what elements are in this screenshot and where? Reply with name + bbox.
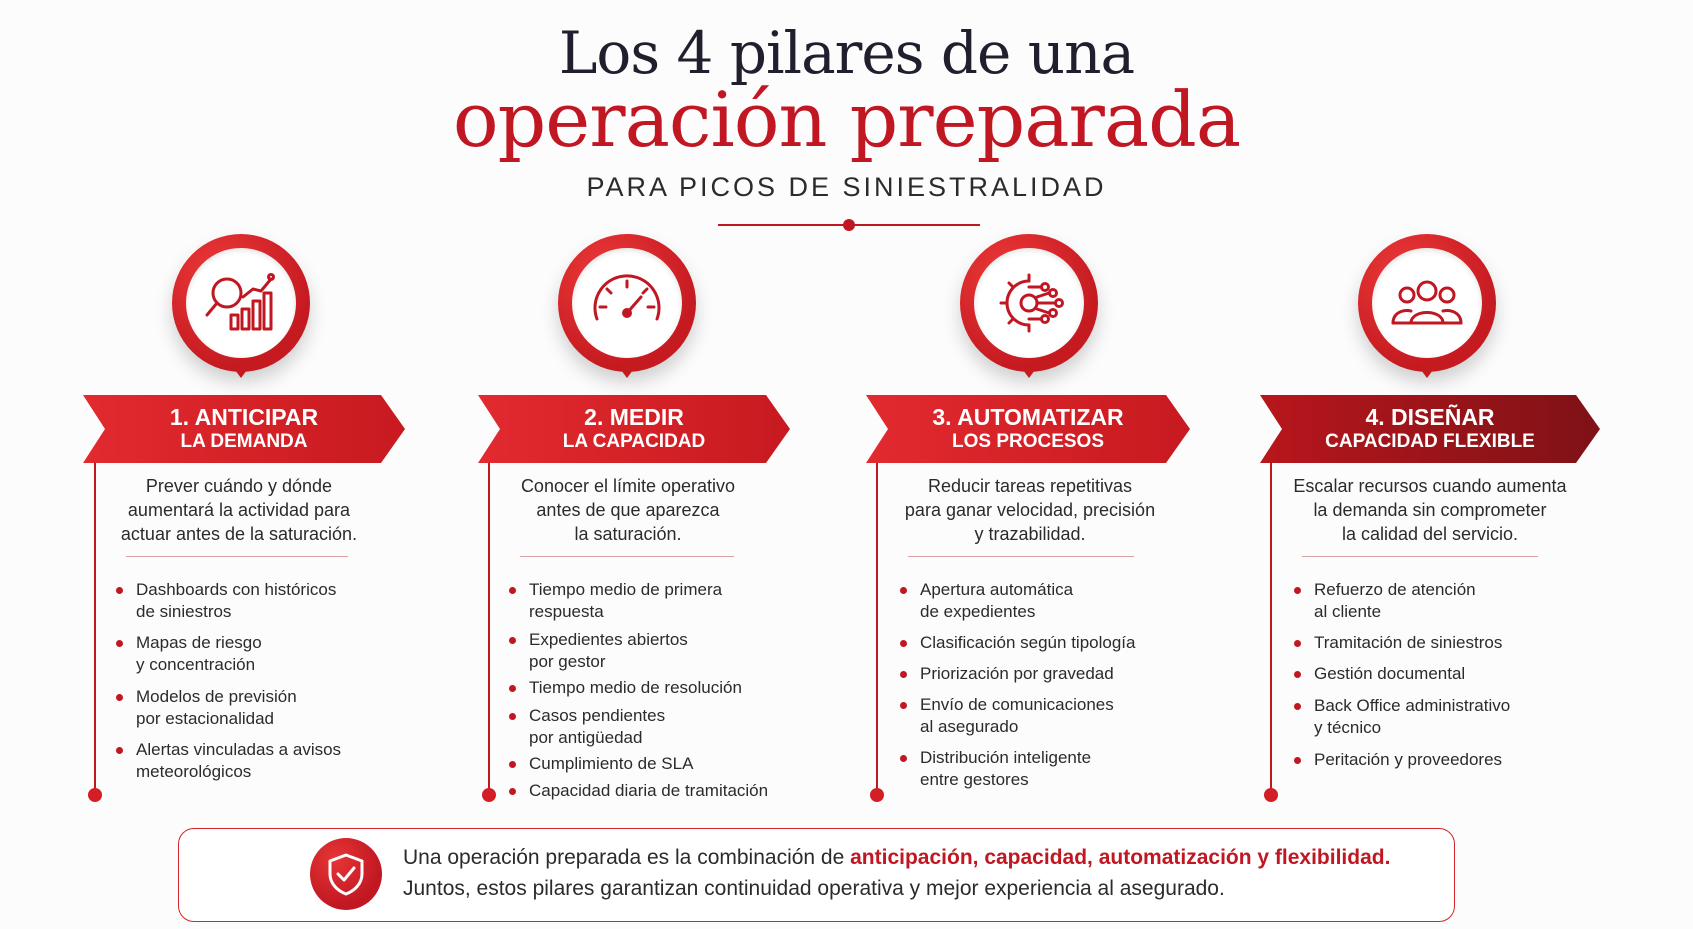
- pillar-4-title: 4. DISEÑAR: [1365, 404, 1495, 430]
- team-people-group-icon: [1387, 263, 1467, 343]
- list-item: Envío de comunicaciones al asegurado: [920, 694, 1114, 738]
- list-item: Expedientes abiertos por gestor: [529, 629, 688, 673]
- list-item: Priorización por gravedad: [920, 663, 1114, 685]
- pillar-2-subtitle: LA CAPACIDAD: [562, 431, 706, 452]
- pillar-3-pin: [960, 234, 1098, 384]
- summary-badge: [310, 838, 382, 910]
- pillar-3-banner: [866, 395, 1190, 463]
- pillar-4-description: Escalar recursos cuando aumenta la demanda sin comprometer la calidad del servicio.: [1293, 476, 1567, 544]
- list-item: Distribución inteligente entre gestores: [920, 747, 1091, 791]
- summary-text-highlight: anticipación, capacidad, automatización y flexibilidad.: [850, 846, 1391, 869]
- list-item: Casos pendientes por antigüedad: [529, 705, 665, 749]
- list-item: Apertura automática de expedientes: [920, 579, 1073, 623]
- pillar-4-banner: [1260, 395, 1600, 463]
- list-item: Tiempo medio de primera respuesta: [529, 579, 722, 623]
- list-item: Mapas de riesgo y concentración: [136, 632, 262, 676]
- list-item: Alertas vinculadas a avisos meteorológicos: [136, 739, 341, 783]
- pillar-1-timeline-dot: [88, 788, 102, 802]
- page-subtitle: PARA PICOS DE SINIESTRALIDAD: [586, 172, 1107, 202]
- pillar-2-separator: [520, 556, 734, 557]
- pillar-3-timeline-line: [876, 463, 878, 793]
- list-item: Peritación y proveedores: [1314, 749, 1502, 771]
- shield-check-icon: [326, 852, 366, 896]
- pillar-2-description: Conocer el límite operativo antes de que aparezca la saturación.: [520, 476, 736, 544]
- pillar-1-description: Prever cuándo y dónde aumentará la actividad para actuar antes de la saturación.: [120, 476, 358, 544]
- list-item: Refuerzo de atención al cliente: [1314, 579, 1476, 623]
- speedometer-gauge-icon: [587, 263, 667, 343]
- list-item: Clasificación según tipología: [920, 632, 1135, 654]
- pillar-1-separator: [126, 556, 348, 557]
- list-item: Dashboards con históricos de siniestros: [136, 579, 336, 623]
- pillar-4-separator: [1302, 556, 1538, 557]
- list-item: Back Office administrativo y técnico: [1314, 695, 1510, 739]
- pillar-2-banner: [478, 395, 790, 463]
- page-title-line1: Los 4 pilares de una: [558, 19, 1135, 87]
- pillar-4-subtitle: CAPACIDAD FLEXIBLE: [1325, 431, 1535, 452]
- pillar-1-pin: [172, 234, 310, 384]
- summary-text-intro: Una operación preparada es la combinación de: [403, 846, 851, 869]
- pillar-3-timeline-dot: [870, 788, 884, 802]
- pillar-3-subtitle: LOS PROCESOS: [951, 431, 1105, 452]
- pillar-1-banner: [83, 395, 405, 463]
- pillar-2-timeline-dot: [482, 788, 496, 802]
- list-item: Tiempo medio de resolución: [529, 677, 742, 699]
- pillar-2-pin: [558, 234, 696, 384]
- pillar-3-title: 3. AUTOMATIZAR: [932, 404, 1124, 430]
- pillar-3-separator: [908, 556, 1134, 557]
- pillar-4-timeline-line: [1270, 463, 1272, 793]
- list-item: Capacidad diaria de tramitación: [529, 780, 768, 802]
- pillar-4-pin: [1358, 234, 1496, 384]
- summary-text-outro: Juntos, estos pilares garantizan continuidad operativa y mejor experiencia al asegurado.: [403, 877, 1225, 900]
- list-item: Cumplimiento de SLA: [529, 753, 693, 775]
- list-item: Gestión documental: [1314, 663, 1465, 685]
- pillar-1-timeline-line: [94, 463, 96, 793]
- title-divider: [718, 221, 980, 229]
- pillar-4-timeline-dot: [1264, 788, 1278, 802]
- list-item: Modelos de previsión por estacionalidad: [136, 686, 297, 730]
- pillar-1-title: 1. ANTICIPAR: [169, 404, 319, 430]
- gear-circuit-automation-icon: [989, 263, 1069, 343]
- list-item: Tramitación de siniestros: [1314, 632, 1502, 654]
- summary-text: [403, 842, 1423, 904]
- analytics-magnifier-chart-icon: [201, 263, 281, 343]
- pillar-3-description: Reducir tareas repetitivas para ganar velocidad, precisión y trazabilidad.: [904, 476, 1156, 544]
- pillar-1-subtitle: LA DEMANDA: [180, 431, 308, 452]
- page-title-line2: operación preparada: [452, 75, 1241, 164]
- pillar-2-title: 2. MEDIR: [584, 404, 684, 430]
- pillar-2-timeline-line: [488, 463, 490, 793]
